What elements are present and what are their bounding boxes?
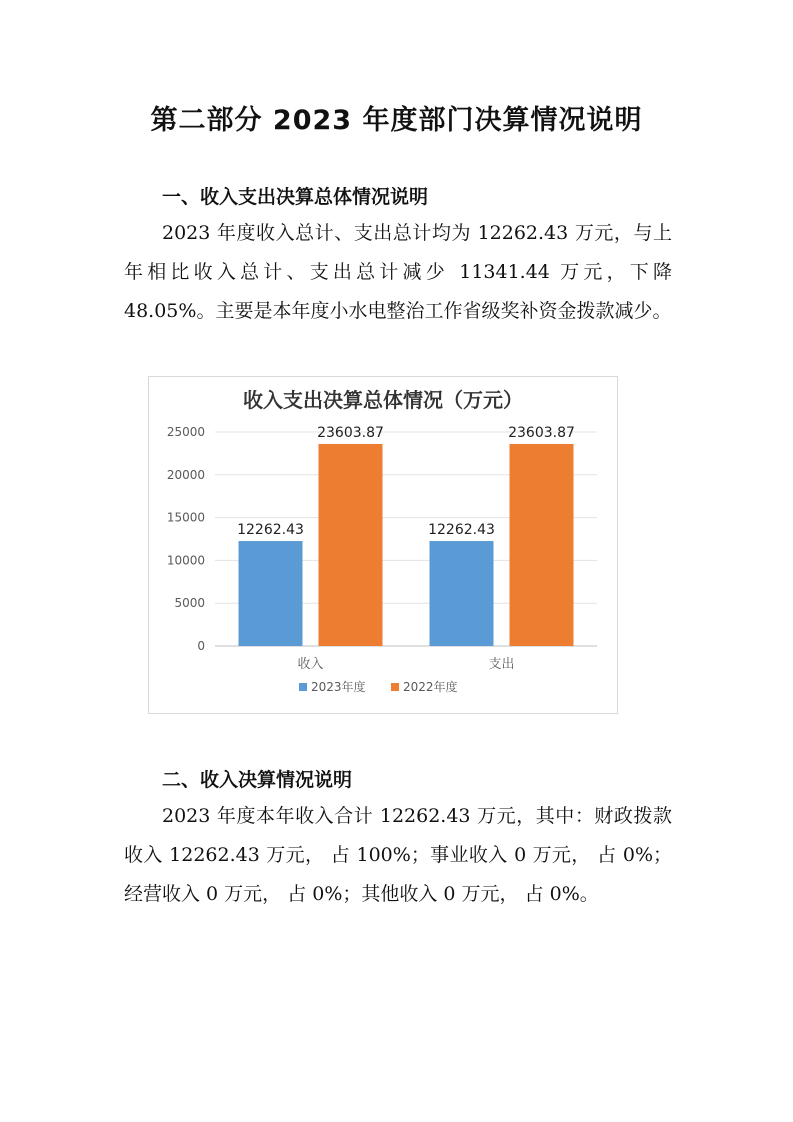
paragraph-overview: 2023 年度收入总计、支出总计均为 12262.43 万元，与上年相比收入总计、支出总计减少 11341.44 万元，下降 48.05%。主要是本年度小水电整治工作省级奖补资金拨款减少。 [124,222,672,322]
bar [319,444,383,646]
section-heading-income: 二、收入决算情况说明 [162,769,353,791]
y-tick-label: 5000 [174,596,205,611]
legend-label: 2022年度 [403,680,458,694]
x-category-label: 支出 [488,657,515,672]
legend-swatch [299,683,307,691]
y-tick-label: 25000 [166,425,205,439]
page-title: 第二部分 2023 年度部门决算情况说明 [150,105,643,136]
bar [510,444,574,646]
bar-chart-svg [149,377,617,713]
legend-swatch [391,683,399,691]
chart-title: 收入支出决算总体情况（万元） [243,388,523,412]
bar-data-label: 23603.87 [317,424,384,441]
legend-label: 2023年度 [311,680,366,694]
section-heading-overview: 一、收入支出决算总体情况说明 [162,186,429,208]
paragraph-income: 2023 年度本年收入合计 12262.43 万元，其中：财政拨款收入 12262.43 万元， 占 100%；事业收入 0 万元， 占 0%；经营收入 0 万元， 占 0%；其他收入 0 万元， 占 0%。 [124,805,672,905]
bar-data-label: 12262.43 [428,522,495,539]
bar [239,541,303,646]
y-tick-label: 15000 [166,510,205,525]
y-tick-label: 0 [197,639,205,653]
y-tick-label: 20000 [166,467,205,482]
y-tick-label: 10000 [166,553,205,568]
x-category-label: 收入 [297,657,324,672]
income-expense-chart [148,376,618,714]
bar [430,541,494,646]
bar-data-label: 23603.87 [508,424,575,441]
bar-data-label: 12262.43 [237,522,304,539]
